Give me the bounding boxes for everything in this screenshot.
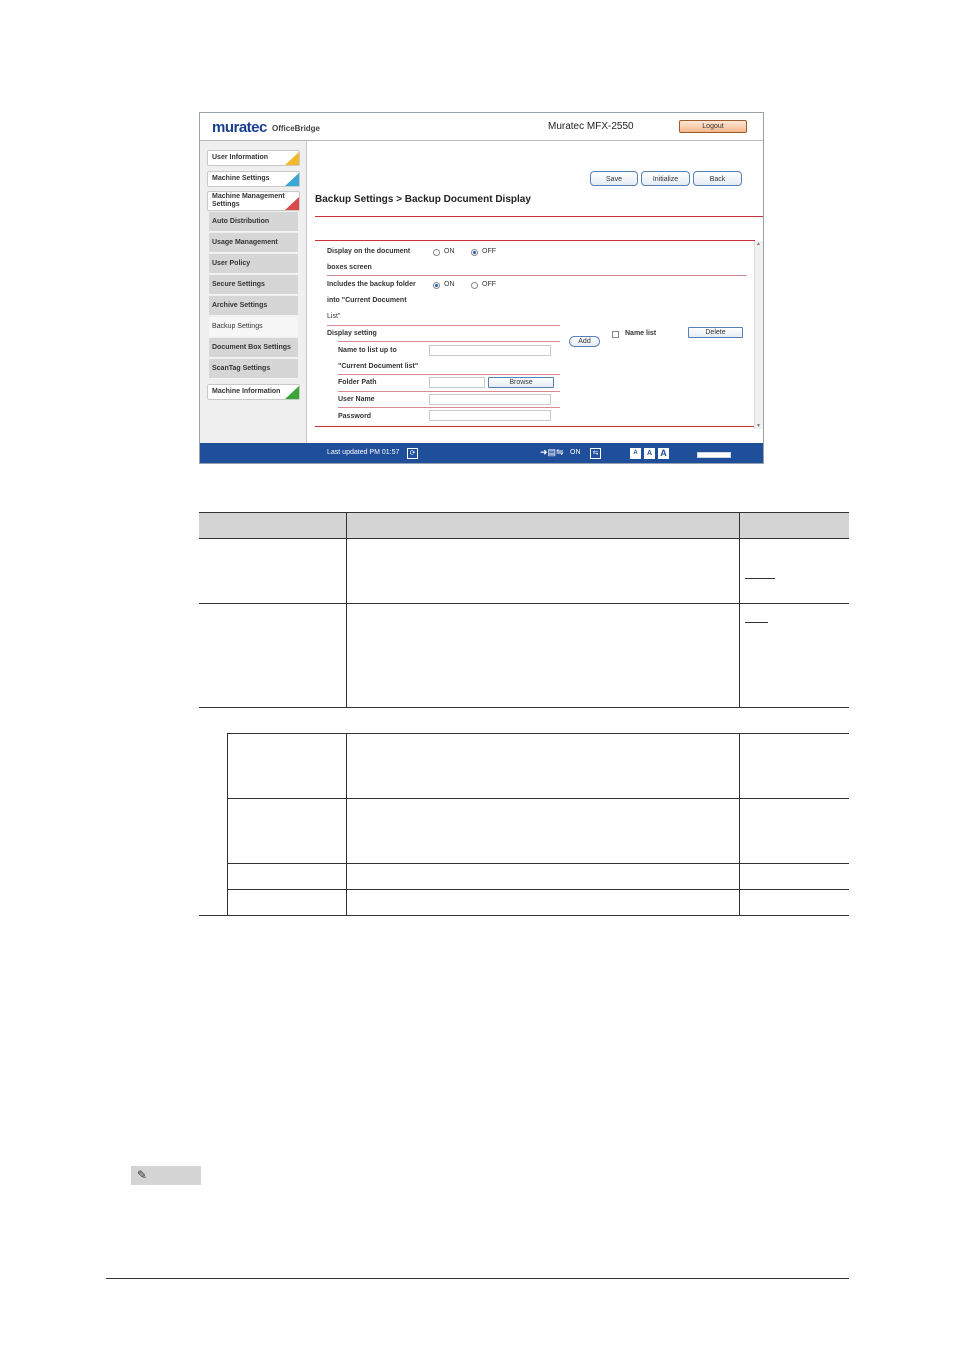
row-divider <box>338 374 560 375</box>
row-divider <box>338 391 560 392</box>
table-column-divider <box>739 512 740 708</box>
table-row-divider <box>199 603 849 604</box>
default-underline-mark <box>745 578 775 579</box>
row-divider <box>327 325 560 326</box>
table-border <box>199 915 849 916</box>
muratec-logo: muratec <box>212 119 267 136</box>
user-name-label: User Name <box>338 396 375 403</box>
sidebar-item-machine-information[interactable] <box>207 384 300 400</box>
form-top-divider <box>315 240 755 241</box>
pencil-icon: ✎ <box>137 1168 148 1182</box>
off-label: OFF <box>482 248 496 255</box>
main-content <box>307 141 763 443</box>
corner-tab-icon <box>285 173 299 186</box>
machine-model: Muratec MFX-2550 <box>548 121 634 132</box>
scroll-down-icon[interactable]: ▼ <box>756 423 761 429</box>
include-backup-label-2: into "Current Document <box>327 297 407 304</box>
row-divider <box>327 275 747 276</box>
refresh-icon[interactable]: ⟳ <box>407 448 418 459</box>
sidebar-item-machine-settings[interactable] <box>207 171 300 187</box>
sidebar-item-machine-management-settings[interactable] <box>207 191 300 211</box>
include-backup-label: Includes the backup folder <box>327 281 416 288</box>
status-on-text: ON <box>570 449 581 456</box>
form-scrollbar[interactable] <box>754 241 763 429</box>
progress-bar <box>697 452 731 458</box>
page-title: Backup Settings > Backup Document Display <box>315 194 531 205</box>
connection-status-icon: ➜▤⇋ <box>540 447 564 457</box>
table-column-divider <box>346 733 347 915</box>
save-button[interactable]: Save <box>590 171 638 186</box>
back-button[interactable]: Back <box>693 171 742 186</box>
corner-tab-icon <box>285 197 299 210</box>
include-backup-label-3: List" <box>327 313 341 320</box>
page-footer-rule <box>106 1278 849 1279</box>
table-row-divider <box>227 798 849 799</box>
default-underline-mark <box>745 622 768 623</box>
sidebar-subitem-scantag-settings[interactable]: ScanTag Settings <box>209 359 298 379</box>
display-doc-label: Display on the document <box>327 248 411 255</box>
folder-path-input[interactable] <box>429 377 485 388</box>
on-label: ON <box>444 248 455 255</box>
sidebar-item-label: Machine Settings <box>212 175 270 182</box>
folder-path-label: Folder Path <box>338 379 377 386</box>
top-bar <box>200 113 763 141</box>
name-list-label: Name list <box>625 330 657 337</box>
display-setting-label: Display setting <box>327 330 377 337</box>
sidebar-subitem-secure-settings[interactable]: Secure Settings <box>209 275 298 295</box>
table-column-divider <box>739 733 740 915</box>
form-bottom-divider <box>315 426 763 427</box>
add-button[interactable]: Add <box>569 336 600 347</box>
include-backup-off-radio[interactable] <box>471 282 478 289</box>
include-backup-on-radio[interactable] <box>433 282 440 289</box>
sidebar-subitem-document-box-settings[interactable]: Document Box Settings <box>209 338 298 358</box>
table-border <box>199 512 849 513</box>
sidebar-item-label: Machine Information <box>212 388 281 395</box>
sidebar-subitem-usage-management[interactable]: Usage Management <box>209 233 298 253</box>
delete-button[interactable]: Delete <box>688 327 743 338</box>
font-size-large-button[interactable]: A <box>658 448 669 459</box>
sidebar-item-user-information[interactable] <box>207 150 300 166</box>
name-list-up-label: Name to list up to <box>338 347 397 354</box>
on-label: ON <box>444 281 455 288</box>
table-row-divider <box>199 538 849 539</box>
scroll-up-icon[interactable]: ▲ <box>756 241 761 247</box>
off-label: OFF <box>482 281 496 288</box>
screenshot-frame <box>199 112 764 464</box>
password-input[interactable] <box>429 410 551 421</box>
sidebar-subitem-auto-distribution[interactable]: Auto Distribution <box>209 212 298 232</box>
row-divider <box>338 341 560 342</box>
name-list-checkbox[interactable] <box>612 331 619 338</box>
name-list-up-label-2: "Current Document list" <box>338 363 419 370</box>
sidebar-subitem-archive-settings[interactable]: Archive Settings <box>209 296 298 316</box>
sidebar-item-label: User Information <box>212 154 269 161</box>
status-footer <box>200 443 763 464</box>
sidebar-subitem-backup-settings[interactable]: Backup Settings <box>209 317 298 337</box>
font-size-small-button[interactable]: A <box>630 448 641 459</box>
table-row-divider <box>227 863 849 864</box>
table-column-divider <box>346 512 347 708</box>
table-column-divider <box>227 733 228 915</box>
browse-button[interactable]: Browse <box>488 377 554 388</box>
table-row-divider <box>227 889 849 890</box>
toggle-icon[interactable]: ⇆ <box>590 448 601 459</box>
sidebar-subitem-user-policy[interactable]: User Policy <box>209 254 298 274</box>
password-label: Password <box>338 413 372 420</box>
name-input[interactable] <box>429 345 551 356</box>
logout-button[interactable]: Logout <box>679 120 747 133</box>
corner-tab-icon <box>285 386 299 399</box>
table-row-divider <box>227 733 849 734</box>
last-updated-text: Last updated PM 01:57 <box>327 449 400 456</box>
sidebar <box>200 141 307 443</box>
sidebar-item-label: Machine Management Settings <box>212 193 285 208</box>
font-size-medium-button[interactable]: A <box>644 448 655 459</box>
corner-tab-icon <box>285 152 299 165</box>
table-row-divider <box>199 707 849 708</box>
display-doc-on-radio[interactable] <box>433 249 440 256</box>
title-divider <box>315 216 763 217</box>
initialize-button[interactable]: Initialize <box>641 171 690 186</box>
display-doc-off-radio[interactable] <box>471 249 478 256</box>
user-name-input[interactable] <box>429 394 551 405</box>
table-header-row <box>199 512 849 538</box>
display-doc-label-2: boxes screen <box>327 264 372 271</box>
row-divider <box>338 407 560 408</box>
officebridge-logo: OfficeBridge <box>272 124 321 133</box>
